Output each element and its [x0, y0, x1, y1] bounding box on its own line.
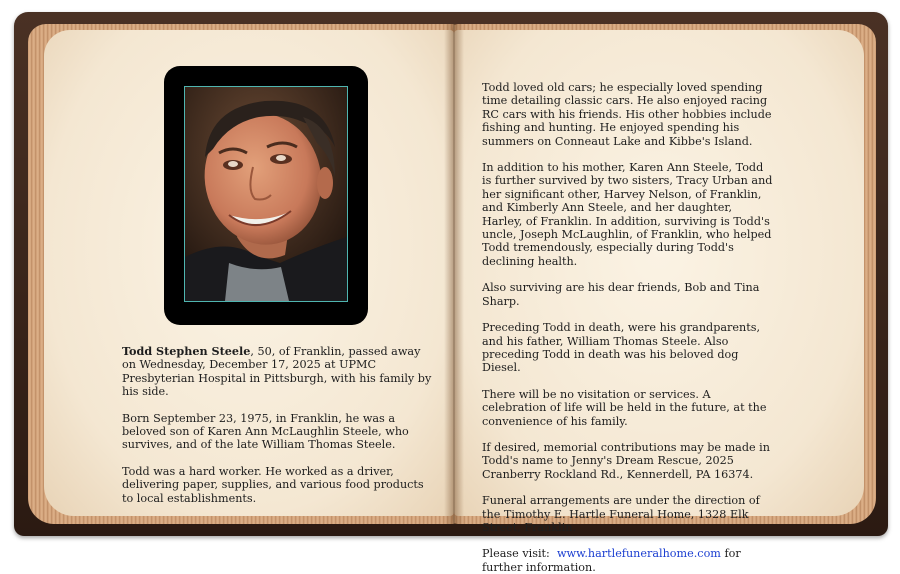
deceased-name: Todd Stephen Steele [122, 344, 251, 358]
hobbies-paragraph: Todd loved old cars; he especially loved spending time detailing classic cars. He also enjoyed racing RC cars with his friends. His other hobbies include fishing and hunting. He enjoyed spending his summers on Conneaut Lake and Kibbe's Island. [482, 81, 772, 148]
left-column [122, 345, 432, 505]
book-gutter [444, 24, 464, 524]
services-paragraph: There will be no visitation or services. A celebration of life will be held in the future, at the convenience of his family. [482, 387, 767, 428]
right-column [482, 81, 774, 574]
arrangements-paragraph: Funeral arrangements are under the direction of the Timothy E. Hartle Funeral Home, 1328 Elk Street, Franklin. [482, 494, 760, 534]
portrait-illustration [185, 87, 347, 301]
visit-paragraph [482, 547, 774, 574]
funeral-home-link[interactable]: www.hartlefuneralhome.com [556, 547, 721, 561]
friends-paragraph: Also surviving are his dear friends, Bob and Tina Sharp. [482, 281, 760, 308]
intro-text: , 50, of Franklin, passed away on Wednesday, December 17, 2025 at UPMC Presbyterian Hospital in Pittsburgh, with his family by his side. [122, 345, 432, 399]
visit-prefix: Please visit: [482, 547, 550, 561]
visit-suffix: for further information. [482, 547, 741, 574]
survivors-paragraph: In addition to his mother, Karen Ann Steele, Todd is further survived by two sisters, Tracy Urban and her significant other, Harvey Nelson, of Franklin, and Kimberly Ann Steele, and her daughter, Harley, of Franklin. In addition, surviving is Todd's uncle, Joseph McLaughlin, of Franklin, who helped Todd tremendously, especially during Todd's declining health. [482, 161, 773, 268]
photo-frame [164, 66, 368, 325]
work-paragraph: Todd was a hard worker. He worked as a driver, delivering paper, supplies, and various food products to local establishments. [122, 464, 424, 505]
preceded-paragraph: Preceding Todd in death, were his grandparents, and his father, William Thomas Steele. Also preceding Todd in death was his beloved dog Diesel. [482, 321, 761, 375]
obituary-intro [122, 345, 432, 399]
birth-paragraph: Born September 23, 1975, in Franklin, he was a beloved son of Karen Ann McLaughlin Steele, who survives, and of the late William Thomas Steele. [122, 411, 409, 452]
memorial-paragraph: If desired, memorial contributions may be made in Todd's name to Jenny's Dream Rescue, 2025 Cranberry Rockland Rd., Kennerdell, PA 16374. [482, 440, 770, 481]
portrait-photo [184, 86, 348, 302]
